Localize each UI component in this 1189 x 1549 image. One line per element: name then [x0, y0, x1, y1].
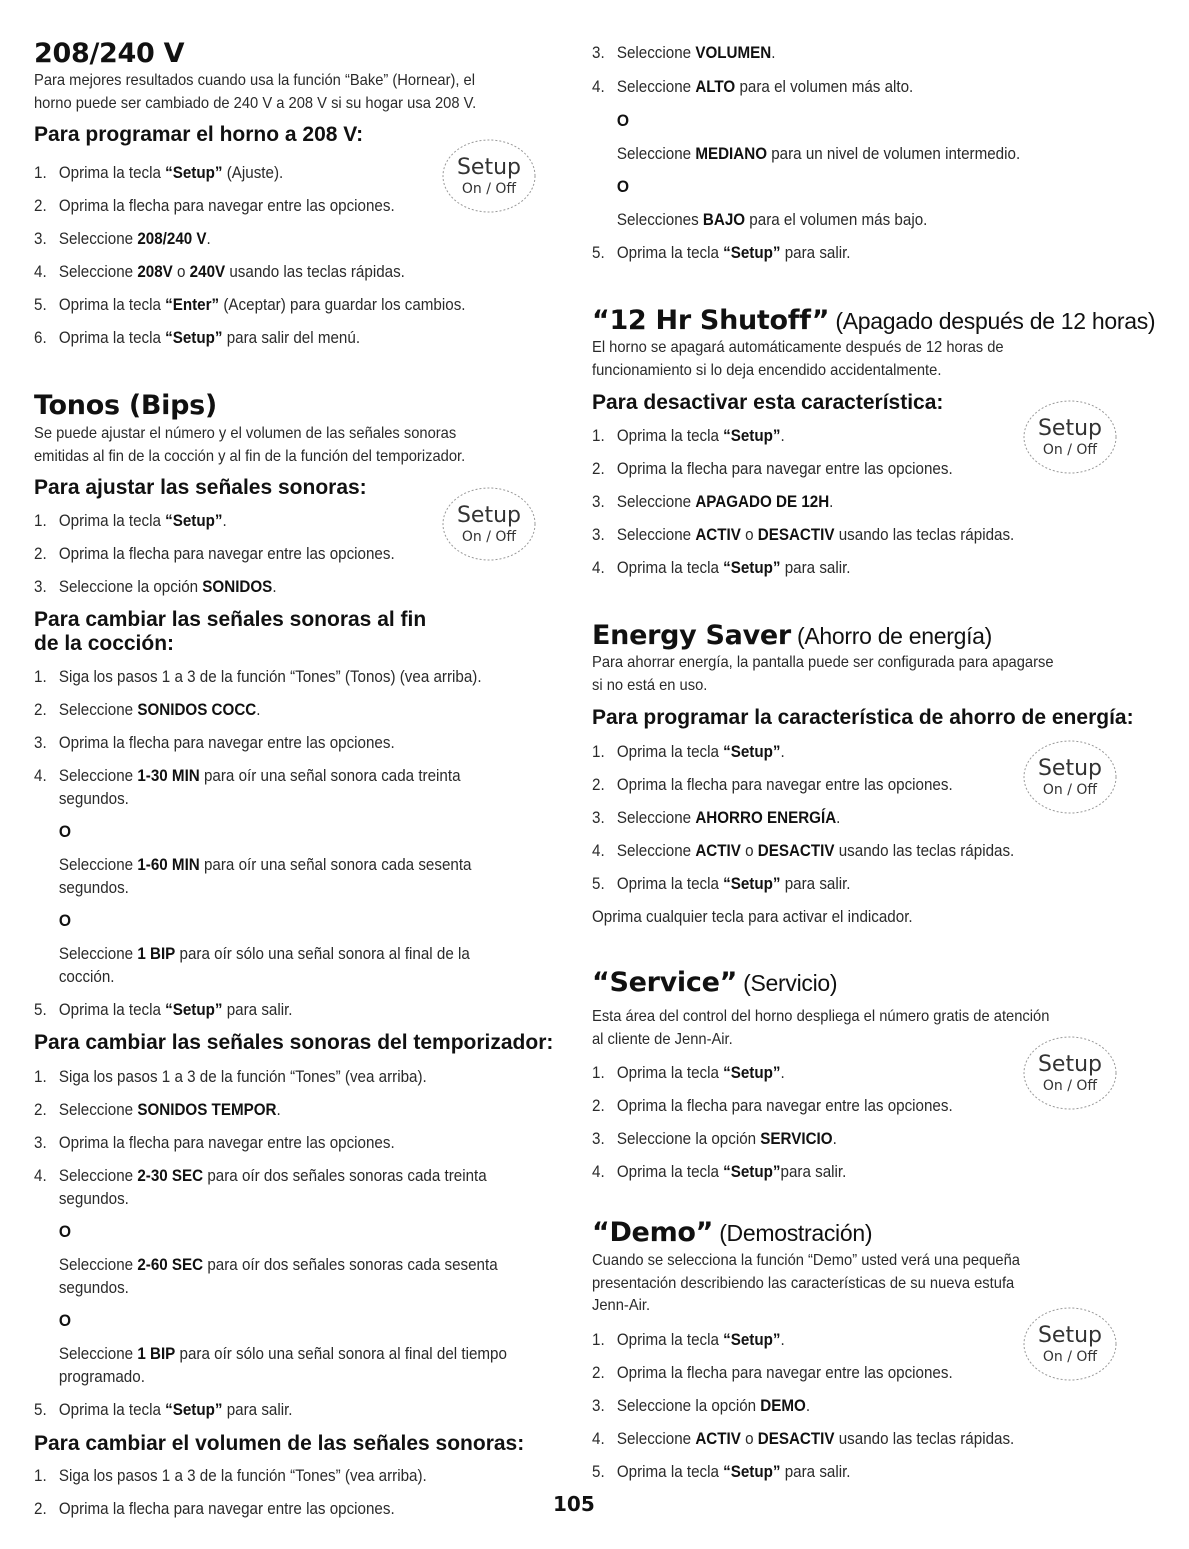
subheading: Para cambiar el volumen de las señales sonoras: [34, 1432, 525, 1455]
step-item: 3. Seleccione 208/240 V. [34, 230, 211, 248]
subheading: Para programar la característica de ahorro de energía: [592, 706, 1134, 729]
or-separator: O [58, 1311, 72, 1330]
badge-line1: Setup [1037, 1052, 1103, 1077]
step-continuation: programado. [58, 1368, 145, 1386]
section-title-tonos: Tonos (Bips) [34, 390, 217, 421]
subheading: Para ajustar las señales sonoras: [34, 476, 367, 499]
step-continuation: segundos. [58, 879, 129, 897]
step-item: 3. Seleccione la opción SERVICIO. [592, 1130, 837, 1148]
step-item: 2. Oprima la flecha para navegar entre las opciones. [592, 776, 953, 794]
step-item: 3. Seleccione APAGADO DE 12H. [592, 493, 834, 511]
step-item: 1. Oprima la tecla “Setup” (Ajuste). [34, 164, 284, 182]
step-alternative: Seleccione 1-60 MIN para oír una señal sonora cada sesenta [58, 856, 472, 874]
step-item: 4. Seleccione 1-30 MIN para oír una señal sonora cada treinta [34, 767, 461, 785]
step-item: 3. Seleccione la opción DEMO. [592, 1397, 811, 1415]
step-alternative: Seleccione MEDIANO para un nivel de volumen intermedio. [616, 145, 1021, 163]
step-item: 1. Siga los pasos 1 a 3 de la función “Tones” (vea arriba). [34, 1068, 427, 1086]
badge-line2: On / Off [1042, 442, 1098, 458]
step-item: 2. Oprima la flecha para navegar entre las opciones. [34, 545, 395, 563]
step-item: 4. Seleccione 2-30 SEC para oír dos señales sonoras cada treinta [34, 1167, 487, 1185]
step-item: 4. Seleccione ALTO para el volumen más alto. [592, 78, 914, 96]
step-item: 4. Seleccione ACTIV o DESACTIV usando las teclas rápidas. [592, 1430, 1015, 1448]
or-separator: O [616, 177, 630, 196]
step-item: 5. Oprima la tecla “Setup” para salir. [592, 875, 851, 893]
step-item: 6. Oprima la tecla “Setup” para salir del menú. [34, 329, 361, 347]
setup-key-icon [1018, 398, 1122, 476]
step-item: 3. Oprima la flecha para navegar entre las opciones. [34, 734, 395, 752]
step-alternative: Seleccione 1 BIP para oír sólo una señal sonora al final del tiempo [58, 1345, 507, 1363]
step-continuation: segundos. [58, 790, 129, 808]
or-separator: O [58, 822, 72, 841]
step-item: 4. Oprima la tecla “Setup” para salir. [592, 559, 851, 577]
step-item: 5. Oprima la tecla “Setup” para salir. [34, 1401, 293, 1419]
step-alternative: Selecciones BAJO para el volumen más bajo. [616, 211, 928, 229]
badge-line2: On / Off [1042, 1078, 1098, 1094]
section-intro: El horno se apagará automáticamente después de 12 horas de funcionamiento si lo deja encendido accidentalmente. [592, 339, 1004, 379]
section-title-demo: “Demo” (Demostración) [592, 1217, 873, 1248]
or-separator: O [58, 1222, 72, 1241]
step-item: 2. Seleccione SONIDOS COCC. [34, 701, 261, 719]
step-item: 4. Oprima la tecla “Setup”para salir. [592, 1163, 847, 1181]
badge-line1: Setup [456, 503, 522, 528]
section-title-12hr-shutoff: “12 Hr Shutoff” (Apagado después de 12 horas) [592, 305, 1156, 336]
step-item: 1. Oprima la tecla “Setup”. [592, 1064, 785, 1082]
subheading: Para cambiar las señales sonoras al fin de la cocción: [34, 608, 427, 655]
or-separator: O [616, 111, 630, 130]
section-title-service: “Service” (Servicio) [592, 967, 838, 998]
badge-line2: On / Off [1042, 1349, 1098, 1365]
step-item: 2. Oprima la flecha para navegar entre las opciones. [592, 1364, 953, 1382]
step-item: 2. Oprima la flecha para navegar entre las opciones. [592, 460, 953, 478]
or-separator: O [58, 911, 72, 930]
step-item: 1. Siga los pasos 1 a 3 de la función “Tones” (vea arriba). [34, 1467, 427, 1485]
step-item: 4. Seleccione ACTIV o DESACTIV usando las teclas rápidas. [592, 842, 1015, 860]
step-item: 2. Oprima la flecha para navegar entre las opciones. [34, 197, 395, 215]
page-number: 105 [553, 1492, 595, 1516]
step-item: 5. Oprima la tecla “Setup” para salir. [592, 244, 851, 262]
step-item: 1. Oprima la tecla “Setup”. [592, 743, 785, 761]
step-item: 1. Siga los pasos 1 a 3 de la función “Tones” (Tonos) (vea arriba). [34, 668, 482, 686]
step-item: 3. Seleccione ACTIV o DESACTIV usando las teclas rápidas. [592, 526, 1015, 544]
subheading: Para programar el horno a 208 V: [34, 123, 364, 146]
subheading: Para desactivar esta característica: [592, 391, 944, 414]
setup-key-icon [1018, 1034, 1122, 1112]
step-alternative: Seleccione 2-60 SEC para oír dos señales sonoras cada sesenta [58, 1256, 498, 1274]
step-item: 1. Oprima la tecla “Setup”. [592, 1331, 785, 1349]
badge-line1: Setup [1037, 416, 1103, 441]
subheading: Para cambiar las señales sonoras del temporizador: [34, 1031, 554, 1054]
badge-line2: On / Off [461, 181, 517, 197]
step-item: 2. Oprima la flecha para navegar entre las opciones. [592, 1097, 953, 1115]
step-item: 5. Oprima la tecla “Setup” para salir. [592, 1463, 851, 1481]
setup-key-icon [1018, 1305, 1122, 1383]
section-intro: Esta área del control del horno despliega el número gratis de atención al cliente de Jenn-Air. [592, 1008, 1050, 1048]
step-item: 3. Seleccione la opción SONIDOS. [34, 578, 277, 596]
badge-line2: On / Off [461, 529, 517, 545]
step-continuation: cocción. [58, 968, 115, 986]
note-text: Oprima cualquier tecla para activar el indicador. [592, 908, 913, 926]
badge-line2: On / Off [1042, 782, 1098, 798]
section-intro: Se puede ajustar el número y el volumen de las señales sonoras emitidas al fin de la cocción y al fin de la función del temporizador. [34, 425, 466, 465]
step-item: 4. Seleccione 208V o 240V usando las teclas rápidas. [34, 263, 405, 281]
step-item: 1. Oprima la tecla “Setup”. [34, 512, 227, 530]
setup-key-icon [1018, 738, 1122, 816]
step-continuation: segundos. [58, 1190, 129, 1208]
section-intro: Cuando se selecciona la función “Demo” usted verá una pequeña presentación describiendo las características de su nueva estufa Jenn-Air. [592, 1252, 1020, 1314]
setup-key-icon [437, 137, 541, 215]
step-item: 2. Seleccione SONIDOS TEMPOR. [34, 1101, 281, 1119]
step-item: 3. Seleccione VOLUMEN. [592, 44, 776, 62]
step-continuation: segundos. [58, 1279, 129, 1297]
step-item: 5. Oprima la tecla “Enter” (Aceptar) para guardar los cambios. [34, 296, 466, 314]
setup-key-icon [437, 485, 541, 563]
step-alternative: Seleccione 1 BIP para oír sólo una señal sonora al final de la [58, 945, 470, 963]
section-intro: Para mejores resultados cuando usa la función “Bake” (Hornear), el horno puede ser cambiado de 240 V a 208 V si su hogar usa 208 V. [34, 72, 477, 112]
section-title-208-240: 208/240 V [34, 38, 185, 69]
badge-line1: Setup [1037, 756, 1103, 781]
step-item: 2. Oprima la flecha para navegar entre las opciones. [34, 1500, 395, 1518]
step-item: 3. Oprima la flecha para navegar entre las opciones. [34, 1134, 395, 1152]
section-title-energy-saver: Energy Saver (Ahorro de energía) [592, 620, 993, 651]
badge-line1: Setup [456, 155, 522, 180]
badge-line1: Setup [1037, 1323, 1103, 1348]
section-intro: Para ahorrar energía, la pantalla puede ser configurada para apagarse si no está en uso. [592, 654, 1054, 694]
step-item: 5. Oprima la tecla “Setup” para salir. [34, 1001, 293, 1019]
step-item: 1. Oprima la tecla “Setup”. [592, 427, 785, 445]
step-item: 3. Seleccione AHORRO ENERGÍA. [592, 809, 841, 827]
